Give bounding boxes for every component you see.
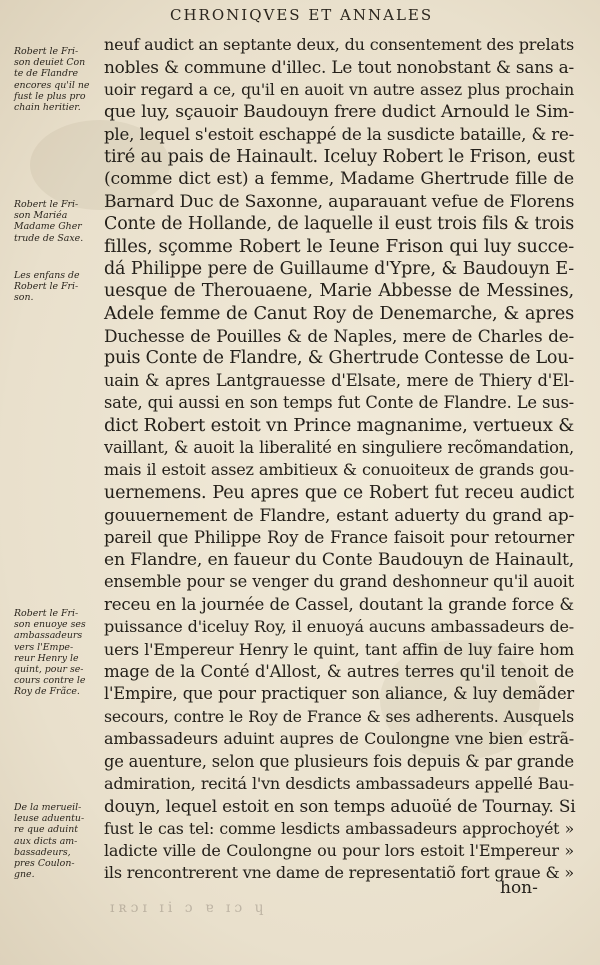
text-line: neuf audict an septante deux, du consentement des prelats <box>104 35 574 54</box>
text-line: nobles & commune d'illec. Le tout nonobstant & sans a- <box>104 57 574 78</box>
text-line: puissance d'iceluy Roy, il enuoyá aucuns ambassadeurs de- <box>104 617 574 637</box>
text-line: uoir regard a ce, qu'il en auoit vn autre assez plus prochain <box>104 79 574 99</box>
margin-note-line: son. <box>14 292 34 304</box>
margin-note-line: reur Henry le <box>14 652 79 664</box>
margin-note-line: quint, pour se- <box>14 664 84 676</box>
margin-note-line: vers l'Empe- <box>14 641 74 653</box>
text-line: receu en la journée de Cassel, doutant la grande force & <box>104 594 574 614</box>
text-line: dict Robert estoit vn Prince magnanime, vertueux & <box>104 414 575 436</box>
margin-note-line: te de Flandre <box>14 68 78 80</box>
text-line: pareil que Philippe Roy de France faisoit pour retourner <box>104 527 574 547</box>
margin-note-3 <box>14 270 104 304</box>
text-line: mage de la Conté d'Allost, & autres terres qu'il tenoit de <box>104 661 574 681</box>
margin-note-line: chain heritier. <box>14 102 81 114</box>
margin-note-line: bassadeurs, <box>14 846 71 858</box>
text-line: vaillant, & auoit la liberalité en singuliere recõmandation, <box>104 438 574 458</box>
text-line: uernemens. Peu apres que ce Robert fut receu audict <box>104 482 574 503</box>
margin-note-line: gne. <box>14 869 35 881</box>
margin-note-1 <box>14 46 104 113</box>
text-line: uers l'Empereur Henry le quint, tant affin de luy faire hom <box>104 639 574 659</box>
catchword: hon- <box>500 878 538 898</box>
running-title: CHRONIQVES ET ANNALES <box>170 6 434 24</box>
text-line: douyn, lequel estoit en son temps aduoüé de Tournay. Si <box>104 796 576 817</box>
margin-note-line: De la merueil- <box>14 802 82 813</box>
margin-note-line: aux dicts am- <box>14 835 78 847</box>
text-line: Barnard Duc de Saxonne, auparauant vefue de Florens <box>104 191 575 212</box>
margin-note-line: encores qu'il ne <box>14 79 90 91</box>
margin-note-line: Robert le Fri- <box>14 281 79 293</box>
text-line: Adele femme de Canut Roy de Denemarche, & apres <box>104 302 574 324</box>
margin-note-line: son deuiet Con <box>14 57 86 69</box>
margin-note-4 <box>14 608 104 698</box>
text-line: puis Conte de Flandre, & Ghertrude Contesse de Lou- <box>104 348 575 369</box>
margin-note-line: Madame Gher <box>14 221 82 233</box>
margin-note-5 <box>14 802 104 880</box>
margin-note-line: Robert le Fri- <box>14 46 79 57</box>
text-line: filles, sçomme Robert le Ieune Frison qui luy succe- <box>104 235 574 257</box>
margin-note-line: trude de Saxe. <box>14 232 84 244</box>
text-line: (comme dict est) a femme, Madame Ghertrude fille de <box>104 169 574 190</box>
margin-note-line: cours contre le <box>14 675 86 687</box>
text-line: ambassadeurs aduint aupres de Coulongne vne bien estrã- <box>104 729 574 749</box>
margin-note-line: Roy de Frãce. <box>14 686 80 698</box>
text-line: secours, contre le Roy de France & ses adherents. Ausquels <box>104 706 574 726</box>
text-line: ge auenture, selon que plusieurs fois depuis & par grande <box>104 751 574 771</box>
margin-note-line: Robert le Fri- <box>14 199 79 210</box>
text-line: que luy, sçauoir Baudouyn frere dudict Arnould le Sim- <box>104 102 574 123</box>
text-line: admiration, recitá l'vn desdicts ambassadeurs appellé Bau- <box>104 773 574 793</box>
text-line: en Flandre, en faueur du Conte Baudouyn de Hainault, <box>104 549 574 570</box>
margin-note-2 <box>14 199 104 244</box>
text-line: uain & apres Lantgrauesse d'Elsate, mere de Thiery d'El- <box>104 370 574 390</box>
text-line: gouuernement de Flandre, estant aduerty du grand ap- <box>104 505 574 526</box>
text-line: Duchesse de Pouilles & de Naples, mere de Charles de- <box>104 326 574 347</box>
text-line: l'Empire, que pour practiquer son aliance, & luy demãder <box>104 684 574 704</box>
margin-note-line: pres Coulon- <box>14 858 75 870</box>
margin-note-line: leuse aduentu- <box>14 813 85 825</box>
running-header <box>170 6 560 24</box>
margin-note-line: fust le plus pro <box>14 90 86 102</box>
text-line: ladicte ville de Coulongne ou pour lors estoit l'Empereur » <box>104 841 574 861</box>
margin-note-line: re que aduint <box>14 824 79 836</box>
text-line: dá Philippe pere de Guillaume d'Ypre, & Baudouyn E- <box>104 258 574 279</box>
text-line: ensemble pour se venger du grand deshonneur qu'il auoit <box>104 572 574 592</box>
margin-note-line: Les enfans de <box>14 270 80 281</box>
text-line: ils rencontrerent vne dame de representatiõ fort graue & » <box>104 863 574 883</box>
margin-note-line: son enuoye ses <box>14 619 86 631</box>
text-line: fust le cas tel: comme lesdicts ambassadeurs approchoyét » <box>104 818 574 838</box>
margin-note-line: ambassadeurs <box>14 630 83 642</box>
text-line: Conte de Hollande, de laquelle il eust trois fils & trois <box>104 214 574 235</box>
text-line: ple, lequel s'estoit eschappé de la susdicte bataille, & re- <box>104 124 574 144</box>
text-line: uesque de Therouaene, Marie Abbesse de Messines, <box>104 280 574 302</box>
margin-note-line: Robert le Fri- <box>14 608 79 619</box>
bleed-through-text: ɪʀɔɪ ɪi ɔ ɐ ɪɔ ɥ <box>110 900 268 916</box>
text-line: mais il estoit assez ambitieux & conuoiteux de grands gou- <box>104 460 574 480</box>
text-line: tiré au pais de Hainault. Iceluy Robert le Frison, eust <box>104 145 575 167</box>
text-line: sate, qui aussi en son temps fut Conte de Flandre. Le sus- <box>104 393 574 413</box>
main-text-block <box>104 34 574 885</box>
margin-note-line: son Mariéa <box>14 210 68 222</box>
